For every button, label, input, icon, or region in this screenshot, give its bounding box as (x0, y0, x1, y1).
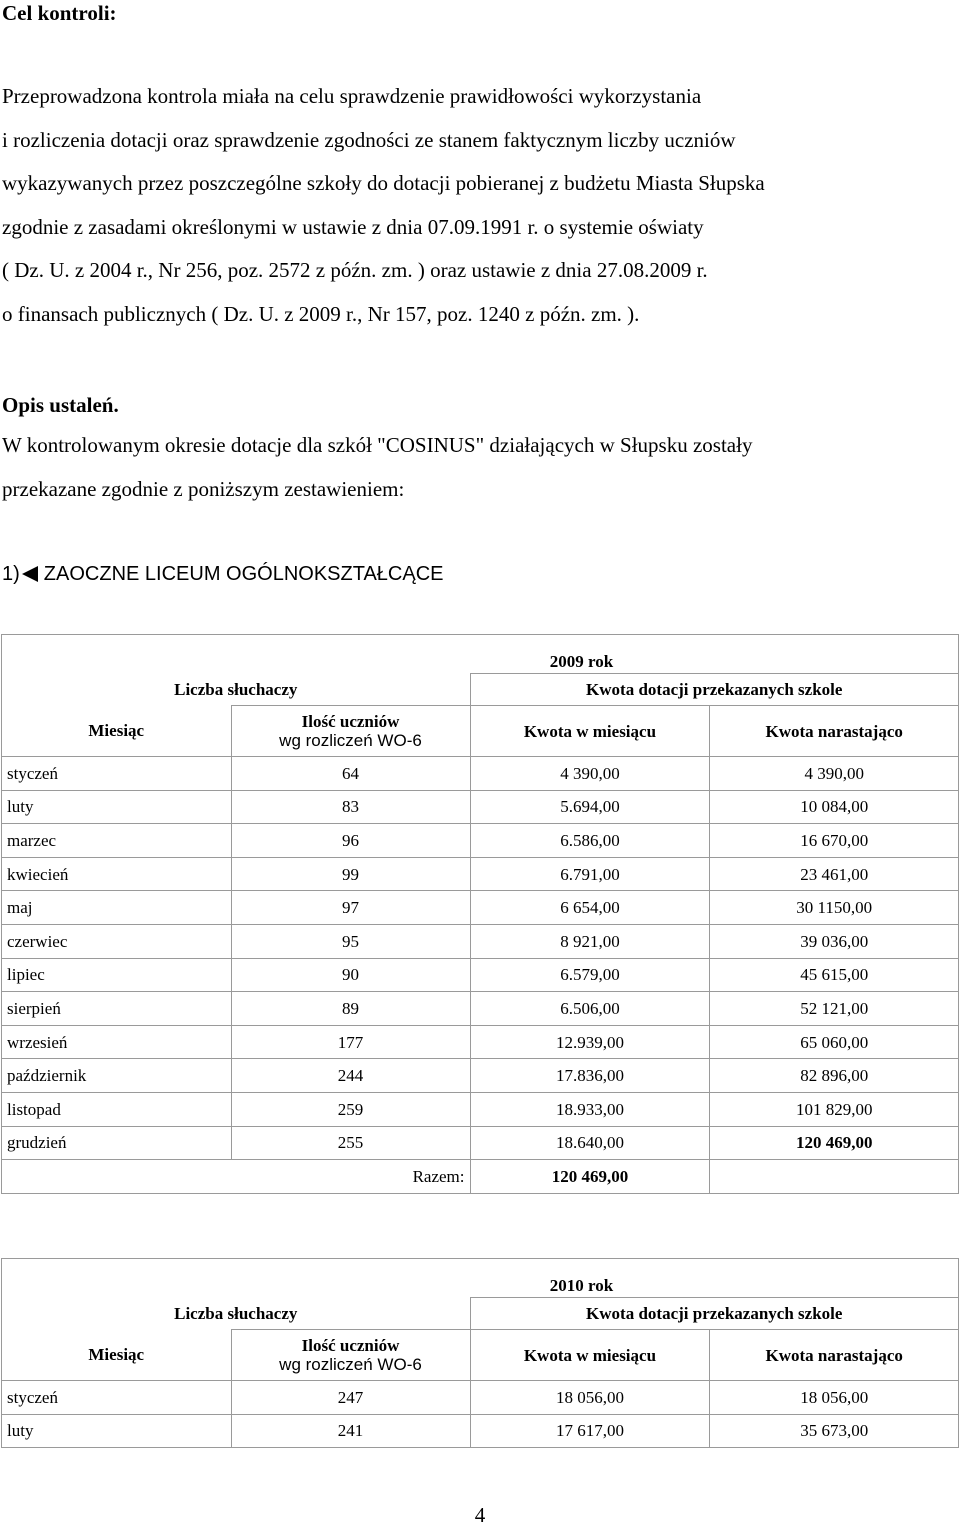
count-cell: 96 (231, 824, 470, 858)
header-liczba-sluchaczy: Liczba słuchaczy (2, 1298, 471, 1330)
count-cell: 241 (231, 1414, 470, 1448)
header-ilosc-uczniow: Ilość uczniów wg rozliczeń WO-6 (231, 1330, 470, 1381)
table-row (2, 790, 959, 824)
count-cell: 90 (231, 958, 470, 992)
section-number: 1) (2, 563, 20, 585)
cumulative-amount-cell: 35 673,00 (710, 1414, 959, 1448)
paragraph-line: Przeprowadzona kontrola miała na celu sprawdzenie prawidłowości wykorzystania (2, 84, 702, 108)
header-kwota-w-miesiacu: Kwota w miesiącu (470, 706, 710, 757)
table-2010-body (2, 1381, 959, 1448)
month-cell: kwiecień (2, 857, 232, 891)
year-header: 2009 rok (470, 635, 959, 674)
cumulative-amount-cell: 4 390,00 (710, 757, 959, 791)
cumulative-amount-cell: 10 084,00 (710, 790, 959, 824)
table-row (2, 1414, 959, 1448)
monthly-amount-cell: 6.579,00 (470, 958, 710, 992)
paragraph-line: i rozliczenia dotacji oraz sprawdzenie zgodności ze stanem faktycznym liczby uczniów (2, 127, 736, 152)
monthly-amount-cell: 17 617,00 (470, 1414, 710, 1448)
month-cell: październik (2, 1059, 232, 1093)
month-cell: sierpień (2, 992, 232, 1026)
header-liczba-sluchaczy: Liczba słuchaczy (2, 674, 471, 706)
paragraph-line: wykazywanych przez poszczególne szkoły do dotacji pobieranej z budżetu Miasta Słupska (2, 171, 765, 196)
monthly-amount-cell: 17.836,00 (470, 1059, 710, 1093)
count-cell: 244 (231, 1059, 470, 1093)
section-name: ZAOCZNE LICEUM OGÓLNOKSZTAŁCĄCE (43, 563, 444, 585)
header-ilosc-uczniow: Ilość uczniów wg rozliczeń WO-6 (231, 706, 470, 757)
monthly-amount-cell: 5.694,00 (470, 790, 710, 824)
table-row (2, 1381, 959, 1415)
heading-cel-kontroli: Cel kontroli: (2, 1, 117, 25)
cumulative-amount-cell: 23 461,00 (710, 857, 959, 891)
total-value: 120 469,00 (470, 1160, 710, 1194)
header-kwota-dotacji: Kwota dotacji przekazanych szkole (470, 1298, 959, 1330)
month-cell: luty (2, 1414, 232, 1448)
monthly-amount-cell: 12.939,00 (470, 1025, 710, 1059)
monthly-amount-cell: 18 056,00 (470, 1381, 710, 1415)
page-number: 4 (474, 1503, 486, 1527)
count-cell: 83 (231, 790, 470, 824)
year-header: 2010 rok (470, 1259, 959, 1298)
header-kwota-narastajaco: Kwota narastająco (710, 1330, 959, 1381)
count-cell: 177 (231, 1025, 470, 1059)
cumulative-amount-cell: 52 121,00 (710, 992, 959, 1026)
table-row (2, 824, 959, 858)
monthly-amount-cell: 4 390,00 (470, 757, 710, 791)
header-wg-rozliczen: wg rozliczeń WO-6 (279, 1355, 422, 1374)
count-cell: 97 (231, 891, 470, 925)
table-row (2, 1059, 959, 1093)
cumulative-amount-cell: 45 615,00 (710, 958, 959, 992)
month-cell: styczeń (2, 1381, 232, 1415)
month-cell: styczeń (2, 757, 232, 791)
paragraph-line: o finansach publicznych ( Dz. U. z 2009 r., Nr 157, poz. 1240 z późn. zm. ). (2, 302, 640, 326)
cumulative-amount-cell: 120 469,00 (710, 1126, 959, 1160)
cumulative-amount-cell: 30 1150,00 (710, 891, 959, 925)
cumulative-amount-cell: 39 036,00 (710, 924, 959, 958)
monthly-amount-cell: 18.640,00 (470, 1126, 710, 1160)
table-row (2, 992, 959, 1026)
header-kwota-dotacji: Kwota dotacji przekazanych szkole (470, 674, 959, 706)
paragraph-line: W kontrolowanym okresie dotacje dla szkół "COSINUS" działających w Słupsku zostały (2, 433, 753, 457)
table-2010 (1, 1258, 959, 1448)
heading-opis-ustalen: Opis ustaleń. (2, 393, 119, 417)
month-cell: grudzień (2, 1126, 232, 1160)
table-row (2, 891, 959, 925)
table-row (2, 1126, 959, 1160)
count-cell: 255 (231, 1126, 470, 1160)
table-2009-body (2, 757, 959, 1160)
count-cell: 259 (231, 1092, 470, 1126)
table-row (2, 1092, 959, 1126)
header-miesiac: Miesiąc (2, 706, 232, 757)
count-cell: 95 (231, 924, 470, 958)
total-label: Razem: (231, 1160, 470, 1194)
paragraph-line: zgodnie z zasadami określonymi w ustawie z dnia 07.09.1991 r. o systemie oświaty (2, 214, 704, 239)
header-wg-rozliczen: wg rozliczeń WO-6 (279, 731, 422, 750)
monthly-amount-cell: 6.791,00 (470, 857, 710, 891)
count-cell: 89 (231, 992, 470, 1026)
paragraph-line: przekazane zgodnie z poniższym zestawieniem: (2, 476, 405, 501)
header-miesiac: Miesiąc (2, 1330, 232, 1381)
month-cell: czerwiec (2, 924, 232, 958)
cumulative-amount-cell: 18 056,00 (710, 1381, 959, 1415)
count-cell: 99 (231, 857, 470, 891)
table-row (2, 1025, 959, 1059)
monthly-amount-cell: 18.933,00 (470, 1092, 710, 1126)
triangle-left-icon (22, 566, 38, 582)
header-kwota-narastajaco: Kwota narastająco (710, 706, 959, 757)
cumulative-amount-cell: 82 896,00 (710, 1059, 959, 1093)
cumulative-amount-cell: 65 060,00 (710, 1025, 959, 1059)
table-row (2, 958, 959, 992)
monthly-amount-cell: 6.586,00 (470, 824, 710, 858)
count-cell: 64 (231, 757, 470, 791)
count-cell: 247 (231, 1381, 470, 1415)
table-row (2, 857, 959, 891)
month-cell: marzec (2, 824, 232, 858)
cumulative-amount-cell: 101 829,00 (710, 1092, 959, 1126)
monthly-amount-cell: 6 654,00 (470, 891, 710, 925)
monthly-amount-cell: 8 921,00 (470, 924, 710, 958)
header-kwota-w-miesiacu: Kwota w miesiącu (470, 1330, 710, 1381)
table-row (2, 924, 959, 958)
monthly-amount-cell: 6.506,00 (470, 992, 710, 1026)
month-cell: luty (2, 790, 232, 824)
month-cell: maj (2, 891, 232, 925)
month-cell: lipiec (2, 958, 232, 992)
month-cell: wrzesień (2, 1025, 232, 1059)
month-cell: listopad (2, 1092, 232, 1126)
table-row (2, 757, 959, 791)
cumulative-amount-cell: 16 670,00 (710, 824, 959, 858)
paragraph-line: ( Dz. U. z 2004 r., Nr 256, poz. 2572 z późn. zm. ) oraz ustawie z dnia 27.08.2009 r. (2, 258, 708, 283)
section-title (2, 562, 443, 586)
table-2009 (1, 634, 959, 1194)
